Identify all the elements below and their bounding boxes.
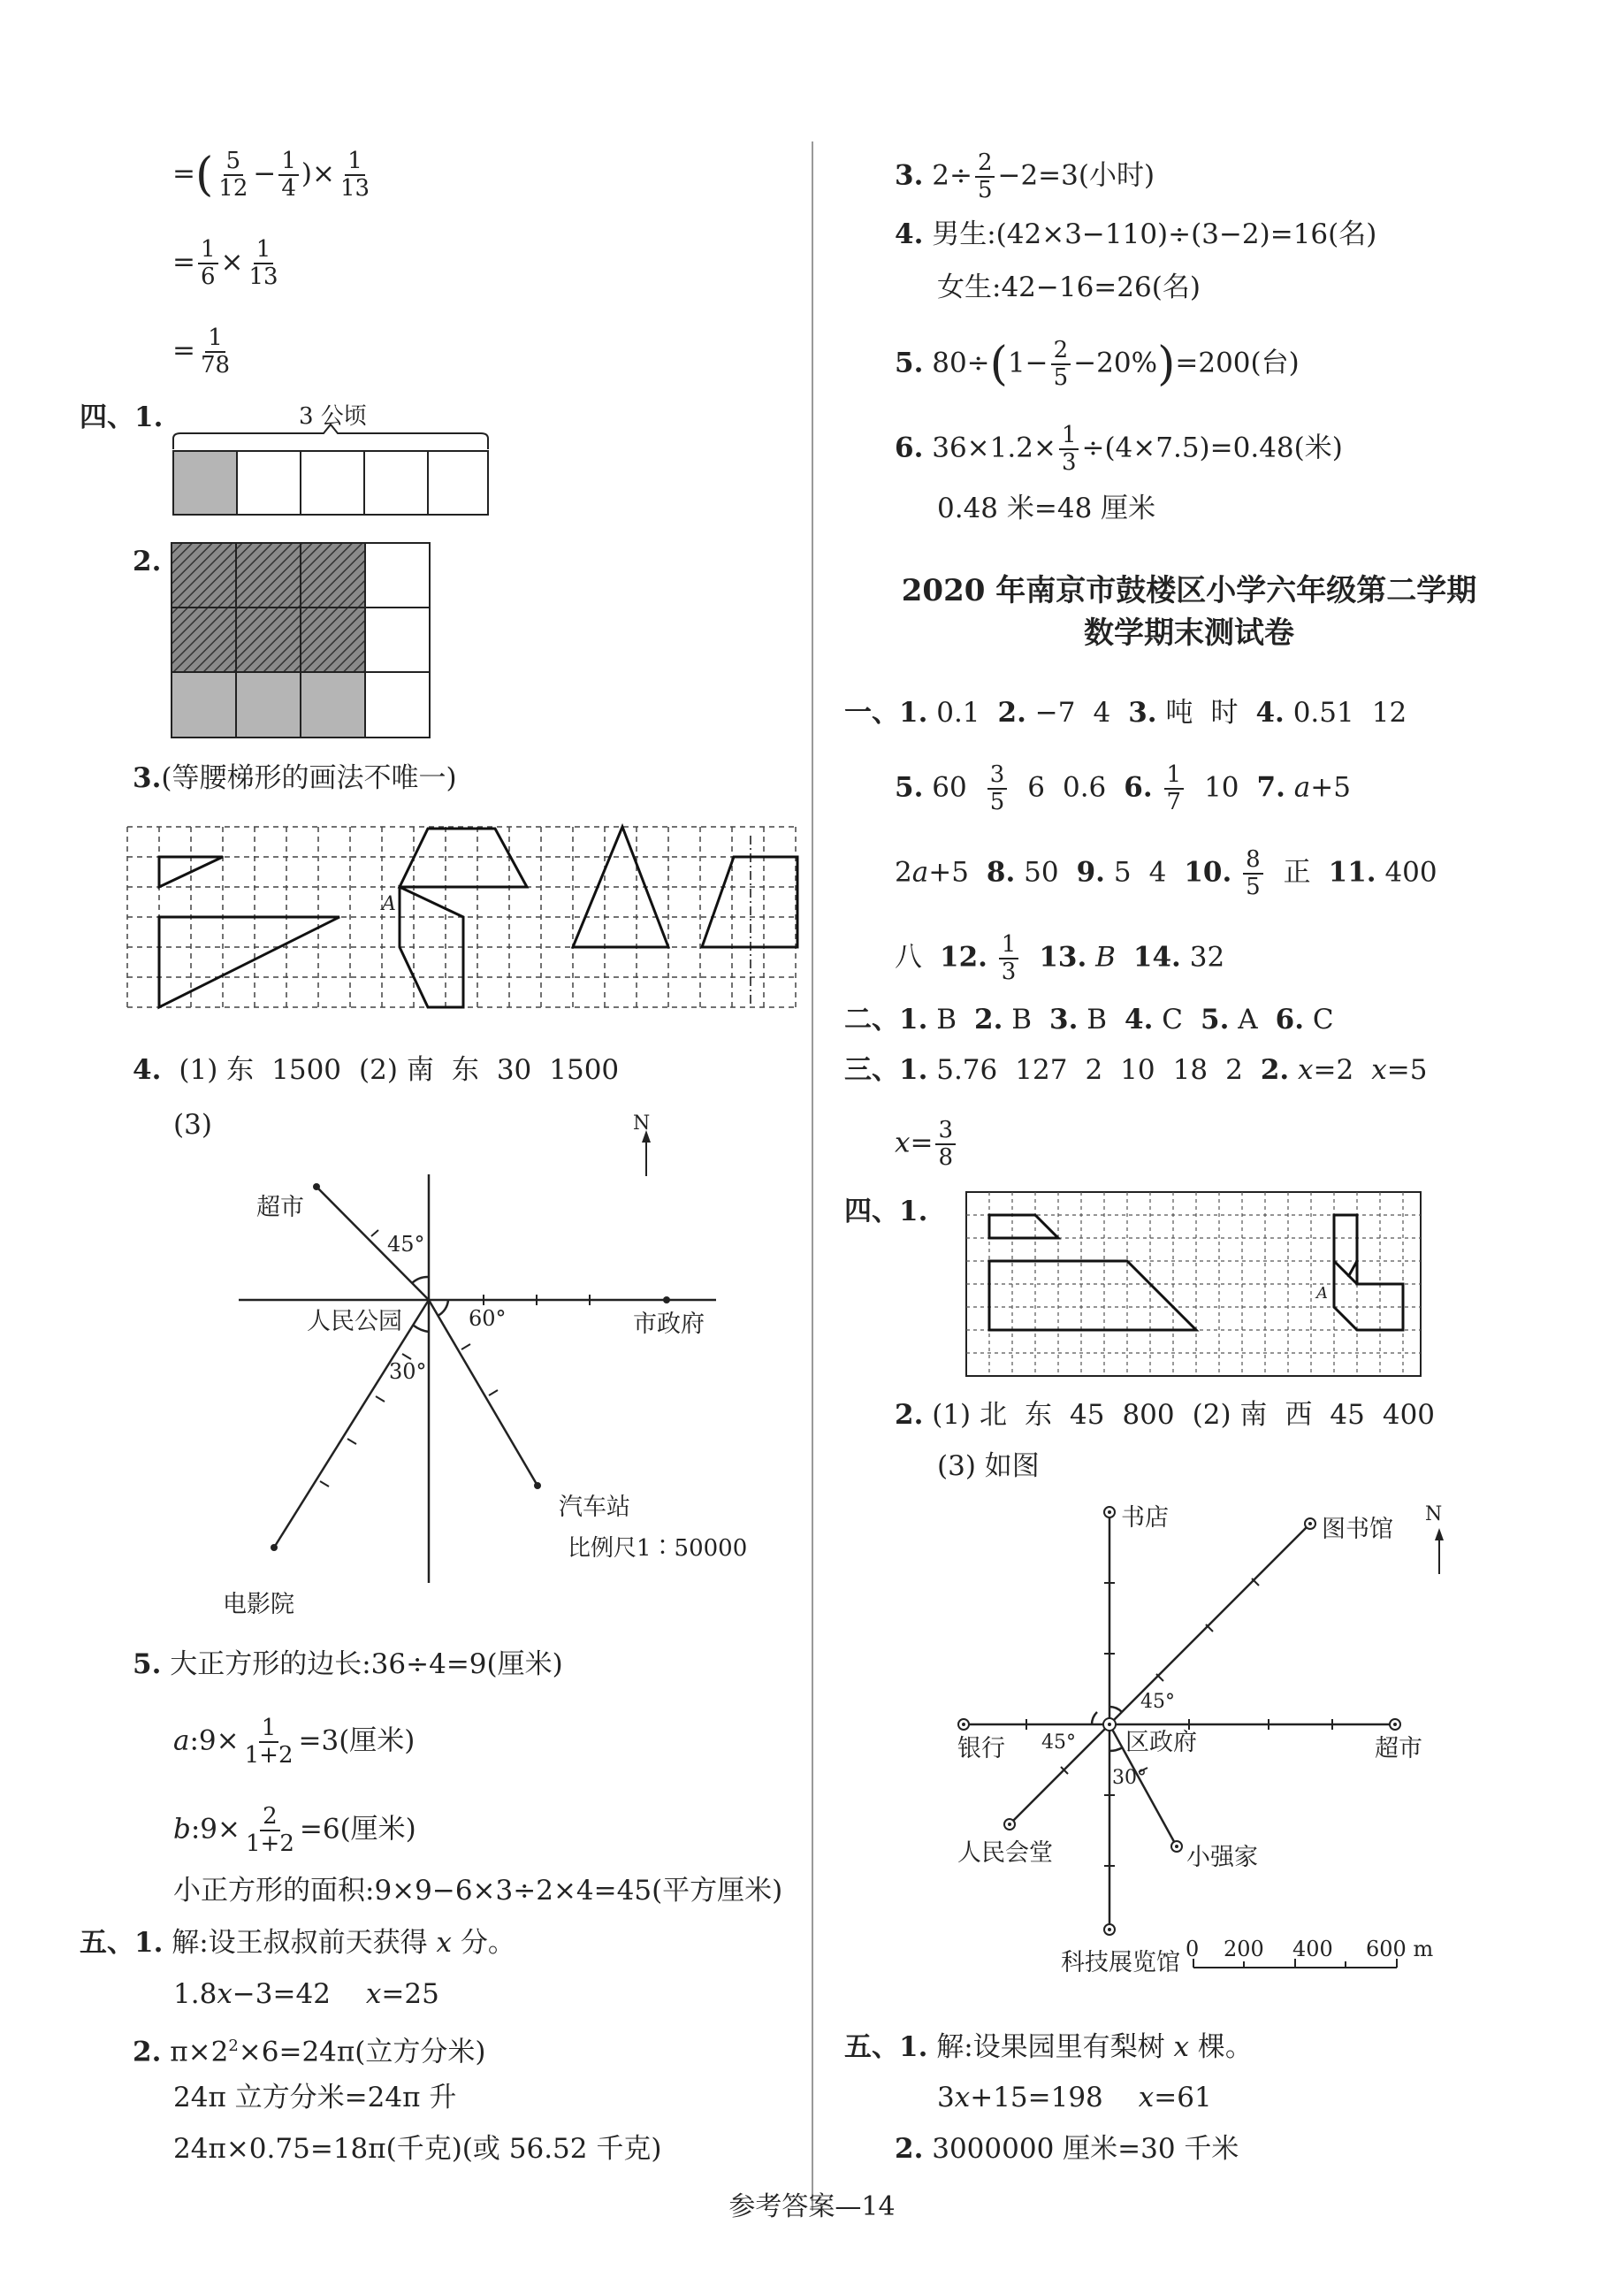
right-item-4-line-2: 女生:42−16=26(名) xyxy=(937,271,1201,303)
fraction: $\frac{2}{1+2}$ xyxy=(246,1803,294,1857)
angle-30: 30° xyxy=(389,1359,427,1384)
section-5-2-line-2: 24π 立方分米=24π 升 xyxy=(173,2082,457,2113)
section-5-2-line-1: 2. $\pi\times 2^2\times 6=24\pi$(立方分米) xyxy=(133,2036,486,2068)
right-item-4-line-1: 4. 男生:(42×3−110)÷(3−2)=16(名) xyxy=(895,218,1377,250)
s1-row-1: 一、1. 0.1 2. −7 4 3. 吨 时 4. 0.51 12 xyxy=(844,697,1407,729)
item-4-2-label: 2. xyxy=(133,546,162,577)
rectangle-fraction-diagram xyxy=(168,423,504,520)
fraction: $\frac{1}{6}$ xyxy=(198,237,218,290)
fraction: $\frac{1}{1+2}$ xyxy=(244,1715,294,1769)
fraction: $\frac{1}{13}$ xyxy=(248,236,278,290)
label-bank: 银行 xyxy=(957,1735,1005,1762)
item-4-5-line-a: a:9× $\frac{1}{1+2}$ =3(厘米) xyxy=(173,1715,416,1769)
point-a-label: A xyxy=(382,893,396,915)
label-city-hall: 市政府 xyxy=(633,1311,705,1338)
s1-row-3: 2a+5 8. 50 9. 5 4 10. $\frac{8}{5}$ 正 11. 400 xyxy=(895,846,1437,900)
label-bus-station: 汽车站 xyxy=(559,1494,630,1521)
item-4-4-sub3: (3) xyxy=(173,1109,212,1141)
label-xiaoqiang-home: 小强家 xyxy=(1186,1844,1258,1871)
exam-title-line-2: 数学期末测试卷 xyxy=(1084,615,1294,651)
s3-row: 三、1. 5.76 127 2 10 18 2 2. x=2 x=5 xyxy=(844,1054,1428,1086)
angle-45: 45° xyxy=(387,1232,425,1257)
section-5: 五、1. 解:设王叔叔前天获得 x 分。 xyxy=(80,1927,515,1959)
s2-row: 二、1. B 2. B 3. B 4. C 5. A 6. C xyxy=(844,1004,1334,1036)
label-district-govt: 区政府 xyxy=(1125,1729,1197,1756)
north-label-2: N xyxy=(1425,1503,1443,1525)
minus-sign: − xyxy=(253,157,277,190)
s1-row-2: 5. 60 $\frac{3}{5}$ 6 0.6 6. $\frac{1}{7}$ 10 7. a+5 xyxy=(895,761,1351,815)
fraction: $\frac{5}{12}$ xyxy=(218,148,248,202)
fraction: $\frac{1}{4}$ xyxy=(278,149,299,202)
right-item-6: 6. 36×1.2× $\frac{1}{3}$ ÷(4×7.5)=0.48(米) xyxy=(895,422,1343,476)
right-grid-diagram xyxy=(966,1192,1426,1380)
fraction: $\frac{1}{78}$ xyxy=(200,325,231,378)
s4-label: 四、1. xyxy=(844,1196,928,1227)
s5-1: 五、1. 解:设果园里有梨树 x 棵。 xyxy=(844,2031,1253,2063)
item-4-5-line-b: b:9× $\frac{2}{1+2}$ =6(厘米) xyxy=(173,1803,416,1857)
item-4-5-line-last: 小正方形的面积:9×9−6×3÷2×4=45(平方厘米) xyxy=(173,1875,783,1907)
paren-open: ( xyxy=(989,338,1008,391)
paren-close: ) xyxy=(1157,338,1176,391)
equals-sign: = xyxy=(172,246,195,279)
s4-2-sub3: (3) 如图 xyxy=(937,1450,1040,1482)
brace-label: 3 公顷 xyxy=(299,403,367,430)
label-park: 人民公园 xyxy=(307,1308,402,1335)
right-item-6-line-2: 0.48 米=48 厘米 xyxy=(937,493,1156,524)
scale-600m: 600 m xyxy=(1366,1937,1434,1961)
scale-0: 0 xyxy=(1186,1937,1200,1961)
fraction: $\frac{1}{3}$ xyxy=(1059,423,1079,476)
label-peoples-hall: 人民会堂 xyxy=(957,1839,1053,1867)
section-5-2-line-3: 24π×0.75=18π(千克)(或 56.52 千克) xyxy=(173,2133,662,2165)
scale-200: 200 xyxy=(1224,1937,1264,1961)
page-footer: 参考答案—14 xyxy=(728,2191,896,2222)
column-divider xyxy=(812,141,813,2211)
exam-title-line-1: 2020 年南京市鼓楼区小学六年级第二学期 xyxy=(901,573,1477,608)
fraction: $\frac{2}{5}$ xyxy=(1051,338,1071,391)
label-science-museum: 科技展览馆 xyxy=(1061,1949,1180,1976)
section-4-label: 四、1. xyxy=(80,401,164,433)
equation-line-3 xyxy=(172,325,235,378)
note: (等腰梯形的画法不唯一) xyxy=(161,762,457,794)
scale-label: 比例尺1∶50000 xyxy=(568,1535,748,1562)
s5-1-equation: 3x+15=198 x=61 xyxy=(937,2082,1212,2113)
item-4-5-line-1: 5. 大正方形的边长:36÷4=9(厘米) xyxy=(133,1648,563,1680)
right-item-3: 3. 2÷ $\frac{2}{5}$ −2=3(小时) xyxy=(895,149,1155,203)
s4-2: 2. (1) 北 东 45 800 (2) 南 西 45 400 xyxy=(895,1399,1436,1431)
equation-line-1 xyxy=(172,149,375,202)
north-label: N xyxy=(633,1112,651,1135)
label-supermarket-2: 超市 xyxy=(1375,1735,1422,1762)
scale-400: 400 xyxy=(1292,1937,1333,1961)
angle-30-2: 30° xyxy=(1112,1767,1147,1789)
item-4-4: 4. (1) 东 1500 (2) 南 东 30 1500 xyxy=(133,1054,620,1086)
equals-sign: = xyxy=(172,334,195,367)
equals-sign: = xyxy=(172,157,195,190)
label-supermarket: 超市 xyxy=(256,1194,304,1221)
s1-row-4: 八 12. $\frac{1}{3}$ 13. B 14. 32 xyxy=(895,931,1225,985)
times-sign: × xyxy=(220,246,244,279)
fraction: $\frac{1}{13}$ xyxy=(339,148,370,202)
trapezoid-grid-diagram xyxy=(127,827,799,1013)
paren-open: ( xyxy=(194,149,214,202)
hatched-grid-diagram xyxy=(172,543,433,741)
label-cinema: 电影院 xyxy=(223,1591,294,1618)
fraction: $\frac{2}{5}$ xyxy=(975,150,995,203)
s5-2: 2. 3000000 厘米=30 千米 xyxy=(895,2133,1239,2165)
point-a-label-right: A xyxy=(1316,1284,1328,1303)
section-5-1-equation: 1.8x−3=42 x=25 xyxy=(173,1978,439,2010)
s3-x-answer: x= $\frac{3}{8}$ xyxy=(895,1118,958,1171)
item-4-3: 3.(等腰梯形的画法不唯一) xyxy=(133,762,457,794)
equation-line-2 xyxy=(172,237,284,290)
angle-60: 60° xyxy=(469,1306,507,1331)
label-library: 图书馆 xyxy=(1322,1516,1393,1543)
angle-45-b: 45° xyxy=(1041,1731,1076,1754)
label-bookstore: 书店 xyxy=(1121,1504,1169,1532)
paren-times: )× xyxy=(301,157,335,190)
right-item-5: 5. 80÷(1− $\frac{2}{5}$ −20%)=200(台) xyxy=(895,337,1300,391)
angle-45-a: 45° xyxy=(1140,1691,1175,1713)
